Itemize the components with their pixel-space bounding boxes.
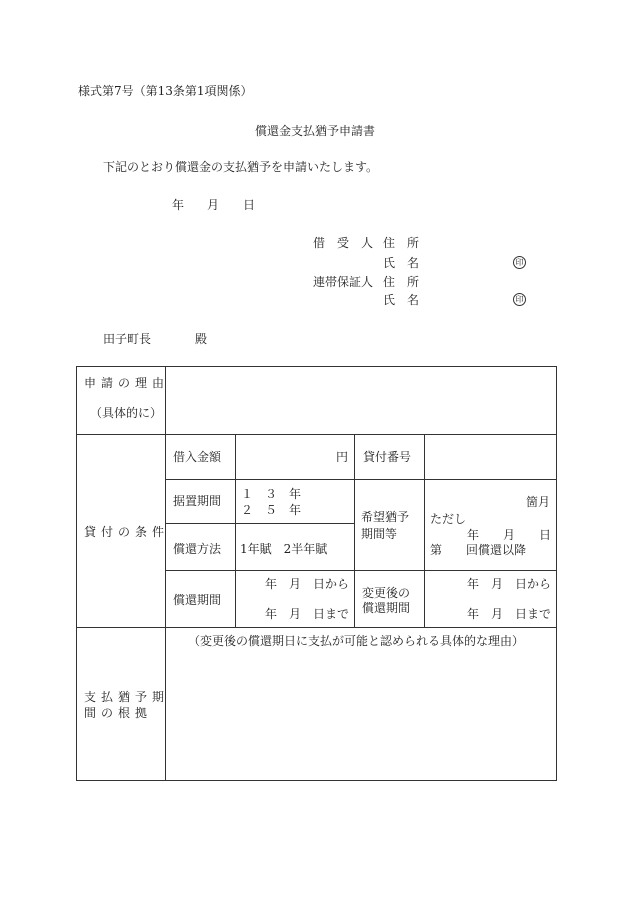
loan-amount-label: 借入金額 (173, 450, 222, 464)
grace-period-option-2[interactable]: ２ ５ 年 (241, 503, 302, 517)
requested-note: ただし (430, 512, 467, 526)
date-month: 月 (207, 198, 220, 212)
seal-mark-icon: 印 (513, 256, 526, 269)
grace-period-label: 据置期間 (173, 494, 222, 508)
form-number: 様式第7号（第13条第1項関係） (78, 84, 253, 98)
addressee-name: 田子町長 (103, 332, 152, 346)
reason-field[interactable] (166, 367, 556, 434)
reason-sub-label: （具体的に） (90, 406, 163, 420)
loan-amount-unit: 円 (336, 450, 349, 464)
loan-amount-field[interactable] (236, 435, 332, 479)
borrower-address-label: 住 所 (383, 236, 420, 250)
requested-period-label-1: 希望猶予 (361, 510, 410, 524)
loan-conditions-label: 貸付の条件 (84, 525, 170, 539)
changed-period-label-1: 変更後の (362, 586, 411, 600)
guarantor-address-label: 住 所 (383, 275, 420, 289)
reason-label: 申請の理由 (84, 376, 170, 390)
seal-mark-icon: 印 (513, 293, 526, 306)
requested-months-unit: 箇月 (526, 495, 551, 509)
loan-number-label: 貸付番号 (363, 450, 412, 464)
repay-period-to[interactable]: 年 月 日まで (265, 607, 350, 621)
date-year: 年 (172, 198, 185, 212)
changed-period-from[interactable]: 年 月 日から (467, 577, 552, 591)
repay-period-label: 償還期間 (173, 593, 222, 607)
basis-note: （変更後の償還期日に支払が可能と認められる具体的な理由） (188, 634, 525, 648)
borrower-name-label: 氏 名 (383, 256, 420, 270)
changed-period-to[interactable]: 年 月 日まで (467, 607, 552, 621)
guarantor-name-label: 氏 名 (383, 293, 420, 307)
date-day: 日 (243, 198, 256, 212)
repay-method-label: 償還方法 (173, 542, 222, 556)
grace-period-option-1[interactable]: １ ３ 年 (241, 487, 302, 501)
requested-period-label-2: 期間等 (361, 527, 398, 541)
addressee-honorific: 殿 (195, 332, 208, 346)
requested-date[interactable]: 年 月 日 (467, 528, 552, 542)
loan-number-field[interactable] (425, 435, 556, 479)
repay-method-options[interactable]: 1年賦 2半年賦 (240, 542, 328, 556)
basis-label-1: 支払猶予期 (84, 690, 170, 704)
basis-field[interactable] (166, 650, 556, 780)
guarantor-label: 連帯保証人 (313, 275, 374, 289)
requested-from-installment[interactable]: 第 回償還以降 (430, 543, 527, 557)
changed-period-label-2: 償還期間 (362, 601, 411, 615)
intro-text: 下記のとおり償還金の支払猶予を申請いたします。 (103, 160, 379, 174)
basis-label-2: 間の根拠 (84, 706, 153, 720)
form-title: 償還金支払猶予申請書 (255, 124, 376, 138)
repay-period-from[interactable]: 年 月 日から (265, 577, 350, 591)
borrower-label: 借 受 人 (313, 236, 374, 250)
